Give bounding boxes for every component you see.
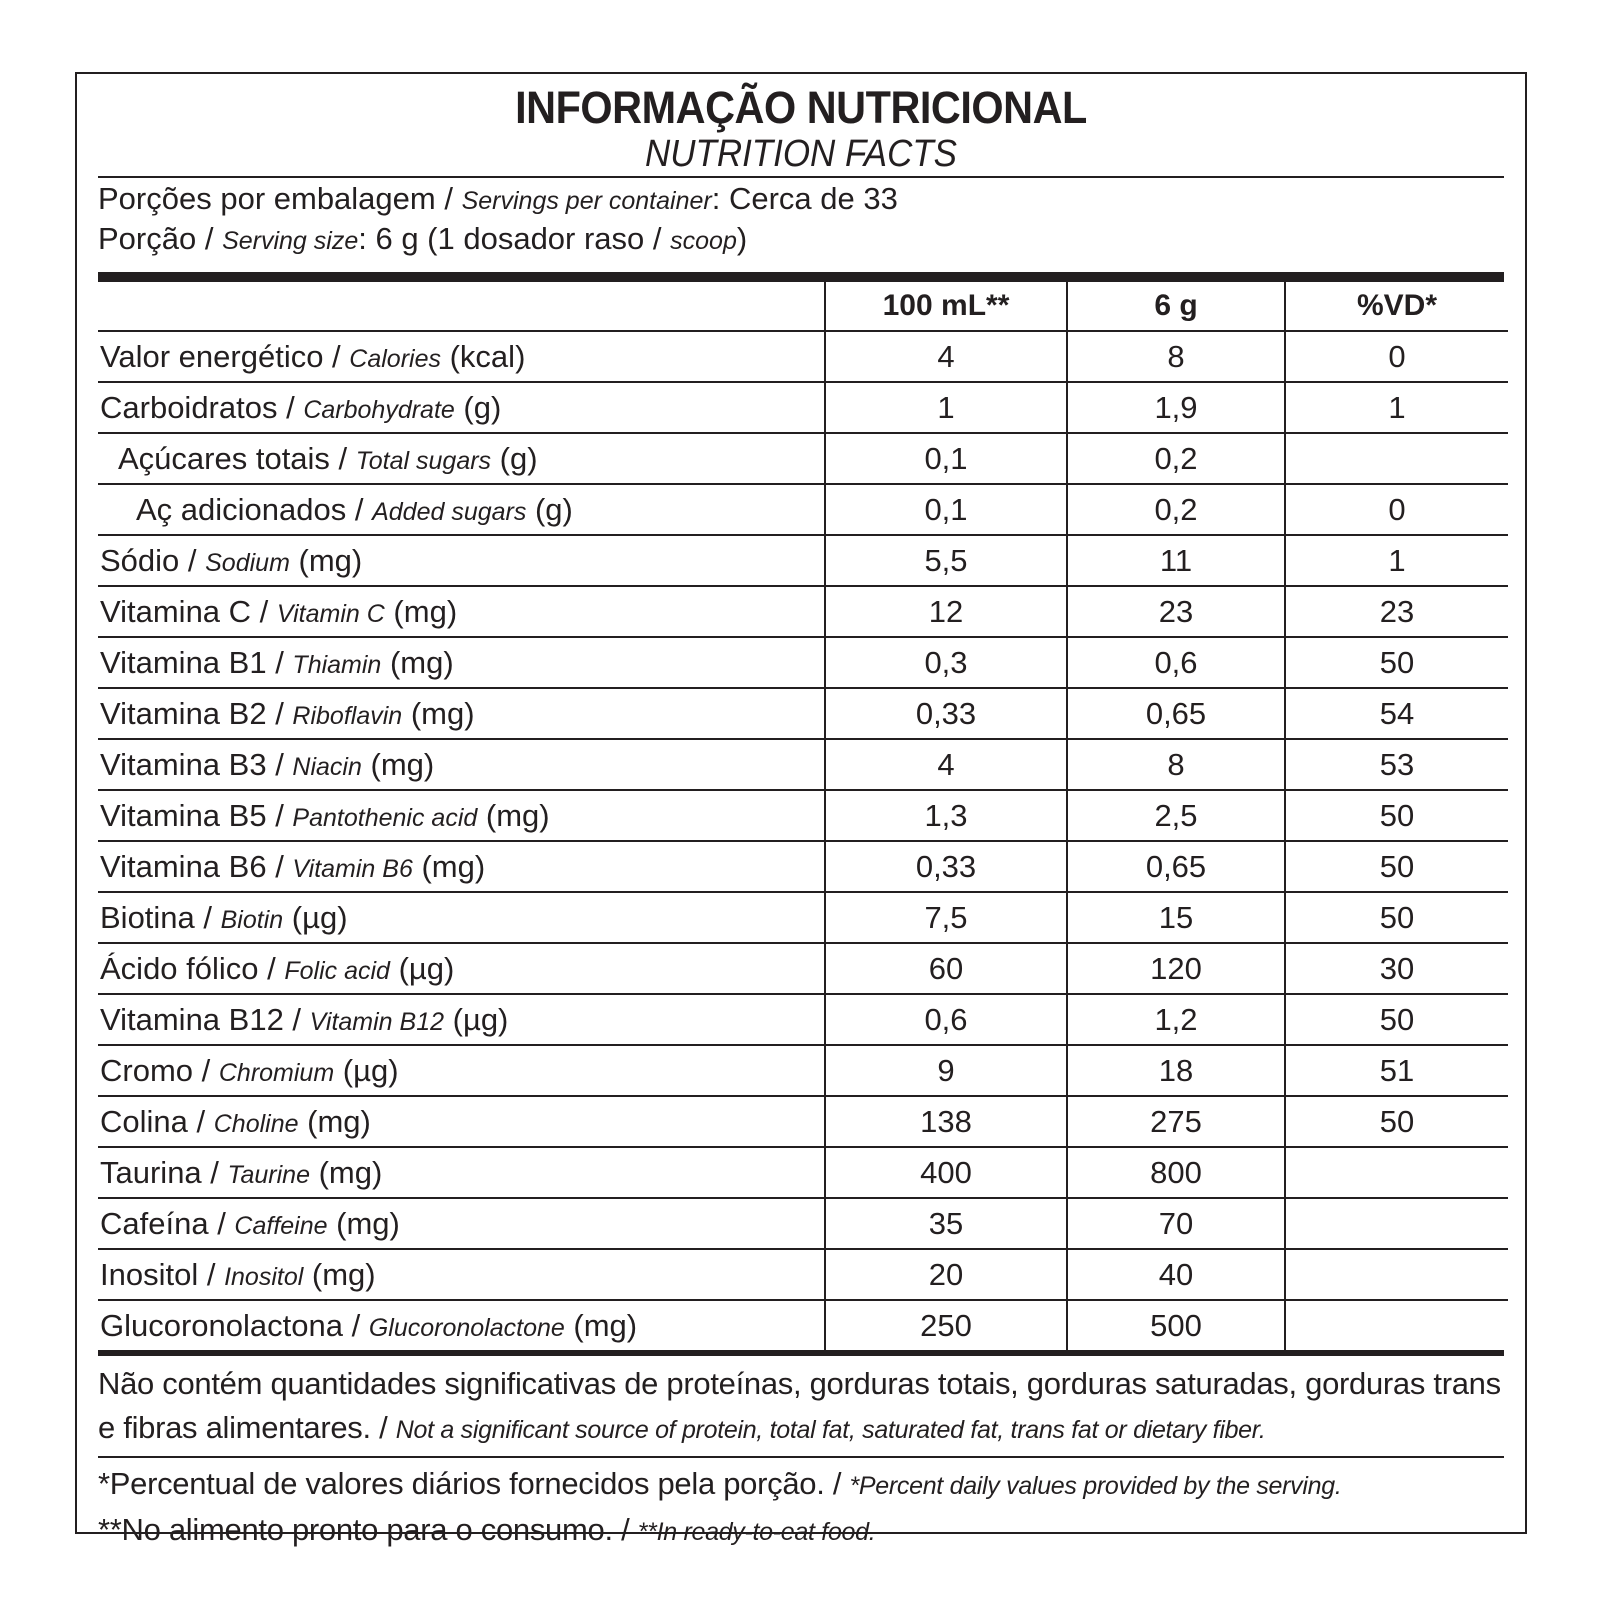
nutrient-name-en: Added sugars [372, 497, 527, 526]
nutrient-name-en: Riboflavin [292, 701, 403, 730]
table-row [98, 739, 1508, 790]
table-row [98, 535, 1508, 586]
value-percent-dv [1285, 1198, 1508, 1249]
nutrient-name-pt: Glucoronolactona / [100, 1307, 369, 1343]
value-percent-dv: 53 [1285, 739, 1508, 790]
column-header-100ml: 100 mL** [825, 282, 1067, 331]
table-row [98, 1096, 1508, 1147]
nutrient-name-en: Thiamin [292, 650, 382, 679]
vd-note-pt: *Percentual de valores diários fornecidos pela porção. / [98, 1466, 850, 1501]
nutrient-name-pt: Biotina / [100, 899, 221, 935]
nutrient-name-pt: Ácido fólico / [100, 950, 285, 986]
nutrient-name-en: Inositol [224, 1262, 304, 1291]
vd-note [98, 1458, 1504, 1508]
value-per-6g: 11 [1067, 535, 1285, 586]
value-percent-dv: 0 [1285, 484, 1508, 535]
label-title: INFORMAÇÃO NUTRICIONAL [515, 82, 1087, 133]
value-percent-dv: 51 [1285, 1045, 1508, 1096]
nutrient-name-en: Niacin [292, 752, 362, 781]
table-row [98, 841, 1508, 892]
nutrient-name [98, 688, 825, 739]
not-significant-en: Not a significant source of protein, total fat, saturated fat, trans fat or dietary fiber. [395, 1416, 1266, 1444]
column-header-nutrient [98, 282, 825, 331]
nutrient-name [98, 382, 825, 433]
nutrient-unit: (g) [491, 440, 538, 476]
nutrient-unit: (mg) [298, 1103, 371, 1139]
table-row [98, 994, 1508, 1045]
value-percent-dv: 1 [1285, 382, 1508, 433]
nutrient-unit: (mg) [384, 593, 458, 629]
table-row [98, 433, 1508, 484]
nutrient-name-pt: Açúcares totais / [118, 440, 356, 476]
nutrient-name [98, 739, 825, 790]
nutrient-name [98, 1096, 825, 1147]
value-per-6g: 0,65 [1067, 841, 1285, 892]
nutrient-name [98, 1147, 825, 1198]
value-per-100ml: 4 [825, 331, 1067, 382]
value-per-100ml: 138 [825, 1096, 1067, 1147]
nutrient-name-en: Taurine [227, 1160, 310, 1189]
table-row [98, 1198, 1508, 1249]
nutrient-unit: (mg) [402, 695, 475, 731]
value-per-6g: 0,2 [1067, 433, 1285, 484]
nutrient-name-pt: Vitamina C / [100, 593, 277, 629]
value-per-100ml: 9 [825, 1045, 1067, 1096]
value-per-6g: 8 [1067, 739, 1285, 790]
nutrient-name-pt: Vitamina B5 / [100, 797, 293, 833]
table-row [98, 331, 1508, 382]
nutrient-name-pt: Vitamina B12 / [100, 1001, 310, 1037]
label-subtitle: NUTRITION FACTS [644, 133, 958, 175]
value-percent-dv: 0 [1285, 331, 1508, 382]
nutrient-name [98, 1300, 825, 1350]
table-row [98, 637, 1508, 688]
nutrient-name-en: Vitamin C [276, 599, 385, 628]
value-per-100ml: 400 [825, 1147, 1067, 1198]
table-row [98, 943, 1508, 994]
nutrient-unit: (mg) [310, 1154, 383, 1190]
nutrient-name [98, 586, 825, 637]
value-per-100ml: 60 [825, 943, 1067, 994]
table-row [98, 892, 1508, 943]
nutrient-name-en: Sodium [205, 548, 290, 577]
not-significant-note [98, 1356, 1504, 1456]
value-percent-dv [1285, 1147, 1508, 1198]
value-percent-dv: 30 [1285, 943, 1508, 994]
value-per-6g: 120 [1067, 943, 1285, 994]
nutrient-name [98, 637, 825, 688]
value-per-100ml: 0,6 [825, 994, 1067, 1045]
value-per-100ml: 1,3 [825, 790, 1067, 841]
nutrient-name [98, 484, 825, 535]
nutrient-unit: (µg) [283, 899, 348, 935]
value-percent-dv: 50 [1285, 841, 1508, 892]
value-per-6g: 70 [1067, 1198, 1285, 1249]
nutrient-name [98, 1045, 825, 1096]
nutrient-unit: (mg) [412, 848, 486, 884]
serving-size-value: : 6 g (1 dosador raso / [358, 221, 671, 256]
value-per-6g: 8 [1067, 331, 1285, 382]
nutrient-name-en: Total sugars [355, 446, 492, 475]
value-per-6g: 40 [1067, 1249, 1285, 1300]
value-percent-dv: 50 [1285, 637, 1508, 688]
not-significant-pt: Não contém quantidades significativas de proteínas, gorduras totais, gorduras saturadas, gorduras trans e fibras alimentares. / [98, 1366, 1501, 1445]
table-row [98, 484, 1508, 535]
nutrition-facts-label [75, 72, 1527, 1547]
nutrient-name-pt: Sódio / [100, 542, 206, 578]
ready-to-eat-note [98, 1508, 1504, 1554]
value-per-6g: 18 [1067, 1045, 1285, 1096]
nutrient-name [98, 790, 825, 841]
nutrient-name [98, 943, 825, 994]
serving-size-close: ) [736, 221, 748, 256]
nutrient-name-pt: Aç adicionados / [136, 491, 373, 527]
nutrient-name-en: Biotin [220, 905, 284, 934]
nutrient-name [98, 433, 825, 484]
value-per-6g: 0,6 [1067, 637, 1285, 688]
value-per-100ml: 35 [825, 1198, 1067, 1249]
table-row [98, 1300, 1508, 1350]
value-per-100ml: 1 [825, 382, 1067, 433]
value-per-100ml: 0,1 [825, 433, 1067, 484]
nutrient-name-en: Carbohydrate [303, 395, 455, 424]
value-percent-dv: 23 [1285, 586, 1508, 637]
nutrient-name-en: Chromium [218, 1058, 335, 1087]
value-per-100ml: 0,1 [825, 484, 1067, 535]
nutrient-name-pt: Inositol / [100, 1256, 225, 1292]
value-percent-dv: 50 [1285, 1096, 1508, 1147]
value-per-100ml: 0,3 [825, 637, 1067, 688]
value-per-6g: 800 [1067, 1147, 1285, 1198]
table-row [98, 1249, 1508, 1300]
table-header-row [98, 282, 1508, 331]
table-row [98, 382, 1508, 433]
serving-size-pt: Porção / [98, 221, 223, 256]
nutrient-unit: (mg) [477, 797, 550, 833]
table-row [98, 1147, 1508, 1198]
nutrient-unit: (µg) [444, 1001, 509, 1037]
nutrient-name-pt: Cromo / [100, 1052, 219, 1088]
nutrient-name-en: Calories [349, 344, 441, 373]
nutrient-name-en: Vitamin B6 [292, 854, 413, 883]
nutrient-name [98, 1249, 825, 1300]
nutrient-name [98, 892, 825, 943]
nutrient-unit: (kcal) [441, 338, 526, 374]
servings-per-container-value: : Cerca de 33 [711, 181, 898, 216]
value-percent-dv: 50 [1285, 994, 1508, 1045]
value-per-100ml: 7,5 [825, 892, 1067, 943]
nutrient-unit: (mg) [327, 1205, 400, 1241]
value-per-100ml: 0,33 [825, 688, 1067, 739]
nutrient-name-en: Pantothenic acid [292, 803, 478, 832]
nutrient-unit: (mg) [564, 1307, 638, 1343]
nutrient-name-pt: Colina / [100, 1103, 214, 1139]
servings-per-container-en: Servings per container [461, 187, 712, 215]
serving-size-en: Serving size [222, 227, 359, 255]
nutrient-name-pt: Vitamina B3 / [100, 746, 293, 782]
nutrient-name [98, 841, 825, 892]
ready-note-en: **In ready-to-eat food. [637, 1518, 876, 1546]
value-percent-dv [1285, 1249, 1508, 1300]
column-header-vd: %VD* [1285, 282, 1508, 331]
nutrient-name-pt: Carboidratos / [100, 389, 304, 425]
nutrient-unit: (mg) [361, 746, 435, 782]
value-per-100ml: 0,33 [825, 841, 1067, 892]
nutrient-name-pt: Taurina / [100, 1154, 228, 1190]
nutrient-name [98, 994, 825, 1045]
ready-note-pt: **No alimento pronto para o consumo. / [98, 1512, 638, 1547]
value-percent-dv [1285, 433, 1508, 484]
nutrient-unit: (mg) [303, 1256, 376, 1292]
value-per-6g: 15 [1067, 892, 1285, 943]
nutrient-unit: (mg) [289, 542, 363, 578]
nutrient-name [98, 331, 825, 382]
value-per-6g: 2,5 [1067, 790, 1285, 841]
vd-note-en: *Percent daily values provided by the serving. [849, 1472, 1342, 1500]
nutrient-name [98, 535, 825, 586]
value-per-6g: 0,2 [1067, 484, 1285, 535]
nutrient-unit: (g) [454, 389, 502, 425]
thick-divider-top [98, 272, 1504, 282]
column-header-6g: 6 g [1067, 282, 1285, 331]
value-per-6g: 500 [1067, 1300, 1285, 1350]
value-per-6g: 1,9 [1067, 382, 1285, 433]
nutrient-name-en: Choline [213, 1109, 299, 1138]
value-per-6g: 23 [1067, 586, 1285, 637]
table-row [98, 790, 1508, 841]
nutrient-name-en: Glucoronolactone [368, 1313, 565, 1342]
nutrient-unit: (mg) [381, 644, 454, 680]
value-per-100ml: 12 [825, 586, 1067, 637]
nutrient-name-en: Vitamin B12 [309, 1007, 445, 1036]
nutrient-name-en: Folic acid [284, 956, 390, 985]
nutrient-table-body [98, 331, 1508, 1350]
value-per-6g: 275 [1067, 1096, 1285, 1147]
table-row [98, 586, 1508, 637]
value-per-100ml: 250 [825, 1300, 1067, 1350]
divider [98, 176, 1504, 178]
nutrient-name-pt: Vitamina B1 / [100, 644, 293, 680]
table-row [98, 1045, 1508, 1096]
value-per-6g: 1,2 [1067, 994, 1285, 1045]
value-percent-dv: 1 [1285, 535, 1508, 586]
value-per-100ml: 20 [825, 1249, 1067, 1300]
nutrient-unit: (g) [526, 491, 573, 527]
value-percent-dv: 50 [1285, 892, 1508, 943]
label-content [98, 74, 1504, 1554]
nutrient-unit: (µg) [334, 1052, 399, 1088]
nutrient-name-en: Caffeine [234, 1211, 328, 1240]
serving-size [98, 220, 1504, 260]
nutrient-name-pt: Vitamina B2 / [100, 695, 293, 731]
nutrient-name [98, 1198, 825, 1249]
nutrient-name-pt: Valor energético / [100, 338, 350, 374]
serving-size-scoop: scoop [670, 227, 737, 255]
nutrient-table [98, 282, 1508, 1350]
nutrient-name-pt: Cafeína / [100, 1205, 235, 1241]
value-percent-dv [1285, 1300, 1508, 1350]
nutrient-name-pt: Vitamina B6 / [100, 848, 293, 884]
value-percent-dv: 54 [1285, 688, 1508, 739]
value-per-6g: 0,65 [1067, 688, 1285, 739]
servings-per-container-pt: Porções por embalagem / [98, 181, 462, 216]
servings-per-container [98, 180, 1504, 220]
table-row [98, 688, 1508, 739]
nutrient-unit: (µg) [389, 950, 455, 986]
value-per-100ml: 4 [825, 739, 1067, 790]
value-percent-dv: 50 [1285, 790, 1508, 841]
value-per-100ml: 5,5 [825, 535, 1067, 586]
